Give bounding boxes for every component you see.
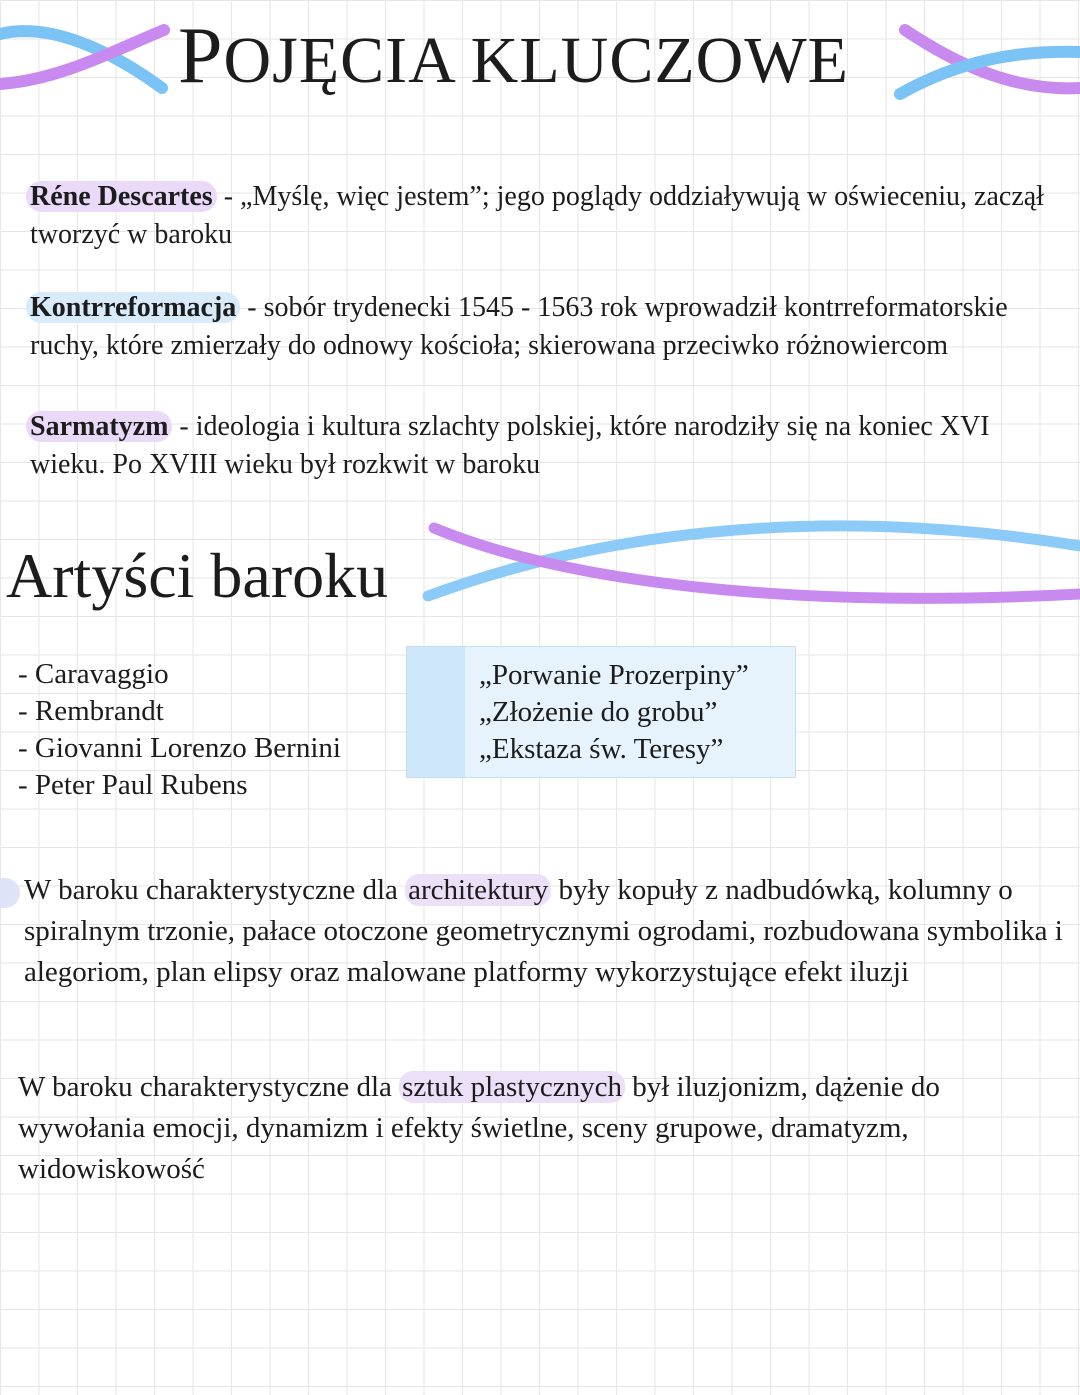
paragraph-text: W baroku charakterystyczne dla <box>24 874 406 906</box>
paragraph-visual-arts <box>18 1067 1058 1190</box>
works-list <box>479 657 749 768</box>
definition-text: - sobór trydenecki 1545 - 1563 rok wprowadził kontrreformatorskie ruchy, które zmierzały do odnowy kościoła; skierowana przeciwko różnowiercom <box>30 292 1008 361</box>
paragraph-text: W baroku charakterystyczne dla <box>18 1071 400 1103</box>
definition-sarmatyzm <box>30 408 1060 484</box>
list-item: - Caravaggio <box>18 658 169 690</box>
paragraph-text: był iluzjonizm, dążenie do wywołania emocji, dynamizm i efekty świetlne, sceny grupowe, dramatyzm, widowiskowość <box>18 1071 940 1185</box>
header-right-blue-stroke <box>900 52 1080 94</box>
works-callout <box>406 646 796 778</box>
paragraph-bullet <box>0 878 20 908</box>
section-blue-stroke <box>428 526 1080 596</box>
list-item: - Giovanni Lorenzo Bernini <box>18 732 341 764</box>
header-right-purple-stroke <box>905 30 1080 88</box>
section-title-artists: Artyści baroku <box>6 540 389 611</box>
definition-text: - ideologia i kultura szlachty polskiej, które narodziły się na koniec XVI wieku. Po XVIII wieku był rozkwit w baroku <box>30 411 990 480</box>
list-item: - Rembrandt <box>18 695 164 727</box>
header-left-blue-stroke <box>0 31 162 88</box>
list-item: „Ekstaza św. Teresy” <box>479 733 724 765</box>
paragraph-highlight: sztuk plastycznych <box>399 1071 625 1103</box>
section-purple-stroke <box>434 528 1080 598</box>
paragraph-highlight: architektury <box>405 874 551 906</box>
list-item: „Złożenie do grobu” <box>479 696 718 728</box>
paragraph-architecture <box>24 870 1064 993</box>
definition-term: Réne Descartes <box>26 181 217 212</box>
paragraph-text: były kopuły z nadbudówką, kolumny o spiralnym trzonie, pałace otoczone geometrycznymi ogrodami, rozbudowana symbolika i alegoriom, plan elipsy oraz malowane platformy wykorzystujące efekt iluzji <box>24 874 1063 988</box>
page-title-initial: P <box>178 12 224 100</box>
definition-term: Sarmatyzm <box>26 411 172 442</box>
list-item: - Peter Paul Rubens <box>18 769 248 801</box>
page-title-rest: OJĘCIA KLUCZOWE <box>223 24 849 97</box>
definition-term: Kontrreformacja <box>26 292 240 323</box>
definition-kontrreformacja <box>30 289 1060 365</box>
list-item: „Porwanie Prozerpiny” <box>479 659 749 691</box>
definition-text: - „Myślę, więc jestem”; jego poglądy oddziaływują w oświeceniu, zaczął tworzyć w baroku <box>30 181 1044 250</box>
artists-list <box>18 656 341 804</box>
page-title <box>178 8 898 104</box>
callout-stripe <box>407 647 465 777</box>
header-left-purple-stroke <box>0 30 164 84</box>
definition-descartes <box>30 178 1060 254</box>
